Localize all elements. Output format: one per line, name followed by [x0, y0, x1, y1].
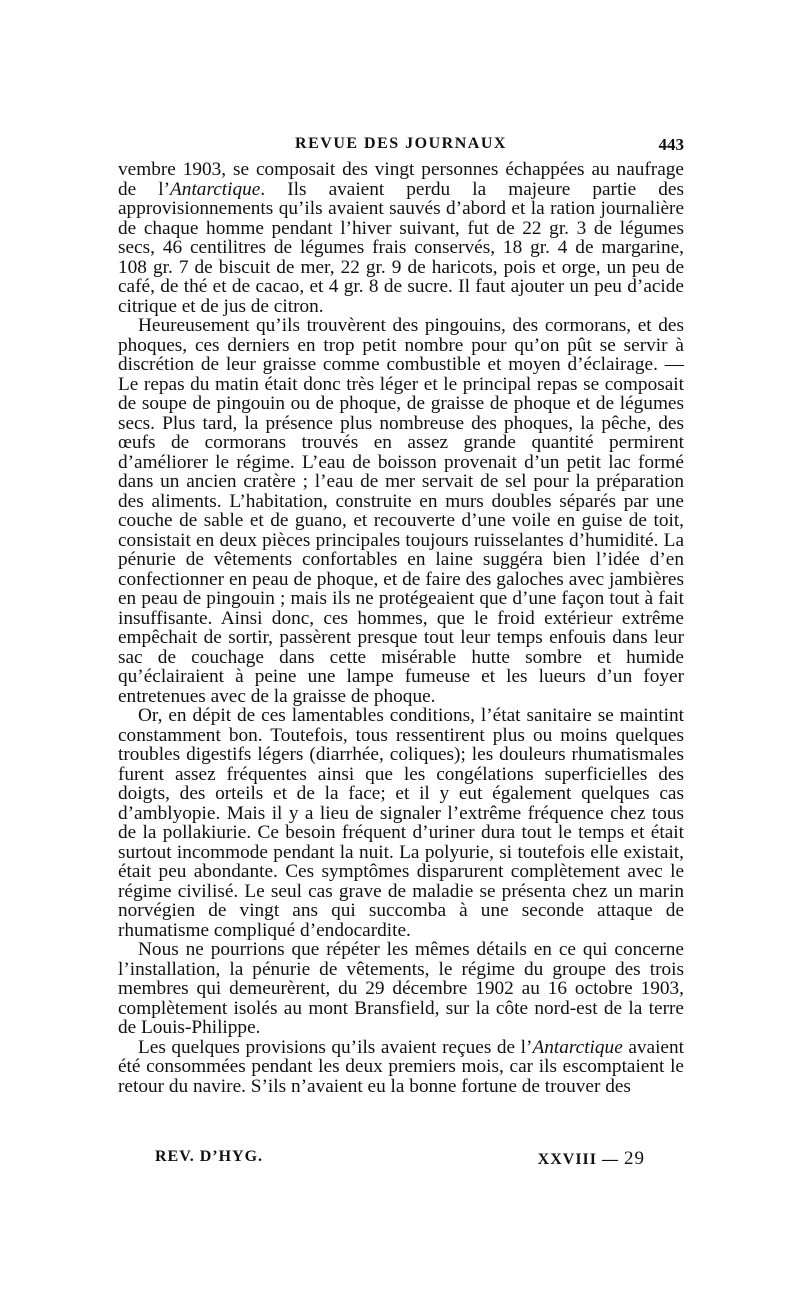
text-segment: vembre 1903, se composait des vingt personnes échappées au naufrage de l’ [118, 159, 684, 200]
separator-dash: — [602, 1151, 619, 1168]
text-segment: Nous ne pourrions que répéter les mêmes détails en ce qui concerne l’installation, la pénurie de vêtements, le régime du groupe des trois membres qui demeurèrent, du 29 décembre 1902 au 16 octobre 1903, complètement isolés au mont Bransfield, sur la côte nord-est de la terre de Louis-Philippe. [118, 939, 684, 1038]
volume-number: XXVIII [537, 1151, 597, 1168]
body-text [118, 160, 684, 1096]
text-segment: Or, en dépit de ces lamentables conditions, l’état sanitaire se maintint constamment bon. Toutefois, tous ressentirent plus ou moins quelques troubles digestifs légers (diarrhée, coliques); les douleurs rhumatismales furent assez fréquentes ainsi que les congélations superficielles des doigts, des orteils et de la face; et il y eut également quelques cas d’amblyopie. Mais il y a lieu de signaler l’extrême fréquence chez tous de la pollakiurie. Ce besoin fréquent d’uriner dura tout le temps et était surtout incommode pendant la nuit. La polyurie, si toutefois elle existait, était peu abondante. Ces symptômes disparurent complètement avec le régime civilisé. Le seul cas grave de maladie se présenta chez un marin norvégien de vingt ans qui succomba à une seconde attaque de rhumatisme compliqué d’endocardite. [118, 705, 684, 941]
running-title: REVUE DES JOURNAUX [295, 135, 507, 152]
running-head [118, 135, 684, 157]
text-segment: . Ils avaient perdu la majeure partie des approvisionnements qu’ils avaient sauvés d’abord et la ration journalière de chaque homme pendant l’hiver suivant, fut de 22 gr. 3 de légumes secs, 46 centilitres de légumes frais conservés, 18 gr. 4 de margarine, 108 gr. 7 de biscuit de mer, 22 gr. 9 de haricots, pois et orge, un peu de café, de thé et de cacao, et 4 gr. 8 de sucre. Il faut ajouter un peu d’acide citrique et de jus de citron. [118, 178, 684, 317]
paragraph [118, 706, 684, 940]
ship-name-italic: Antarctique [532, 1036, 623, 1058]
text-segment: Heureusement qu’ils trouvèrent des pingouins, des cormorans, et des phoques, ces derniers en trop petit nombre pour qu’on pût se servir à discrétion de leur graisse comme combustible et moyen d’éclairage. — Le repas du matin était donc très léger et le principal repas se composait de soupe de pingouin ou de phoque, de graisse de phoque et de légumes secs. Plus tard, la présence plus nombreuse des phoques, la pêche, des œufs de cormorans trouvés en assez grande quantité permirent d’améliorer le régime. L’eau de boisson provenait d’un petit lac formé dans un ancien cratère ; l’eau de mer servait de sel pour la préparation des aliments. L’habitation, construite en murs doubles séparés par une couche de sable et de guano, et recouverte d’une voile en guise de toit, consistait en deux pièces principales toujours ruisselantes d’humidité. La pénurie de vêtements confortables en laine suggéra bien l’idée d’en confectionner en peau de phoque, et de faire des galoches avec jambières en peau de pingouin ; mais ils ne protégeaient que d’une façon tout à fait insuffisante. Ainsi donc, ces hommes, que le froid extérieur extrême empêchait de sortir, passèrent presque tout leur temps enfouis dans leur sac de couchage dans cette misérable hutte sombre et humide qu’éclairaient à peine une lampe fumeuse et les lueurs d’un foyer entretenues avec de la graisse de phoque. [118, 315, 684, 707]
page-footer [155, 1148, 645, 1172]
sheet-number: 29 [624, 1148, 645, 1169]
paragraph [118, 940, 684, 1038]
text-segment: Les quelques provisions qu’ils avaient reçues de l’ [138, 1036, 533, 1058]
journal-signature: REV. D’HYG. [155, 1148, 264, 1165]
paragraph [118, 316, 684, 706]
paragraph [118, 1038, 684, 1097]
text-segment: avaient été consommées pendant les deux premiers mois, car ils escomptaient le retour du navire. S’ils n’avaient eu la bonne fortune de trouver des [118, 1036, 684, 1097]
paragraph-continued [118, 160, 684, 316]
signature-mark [538, 1148, 645, 1170]
ship-name-italic: Antarctique [170, 178, 261, 200]
page-number: 443 [658, 135, 684, 154]
